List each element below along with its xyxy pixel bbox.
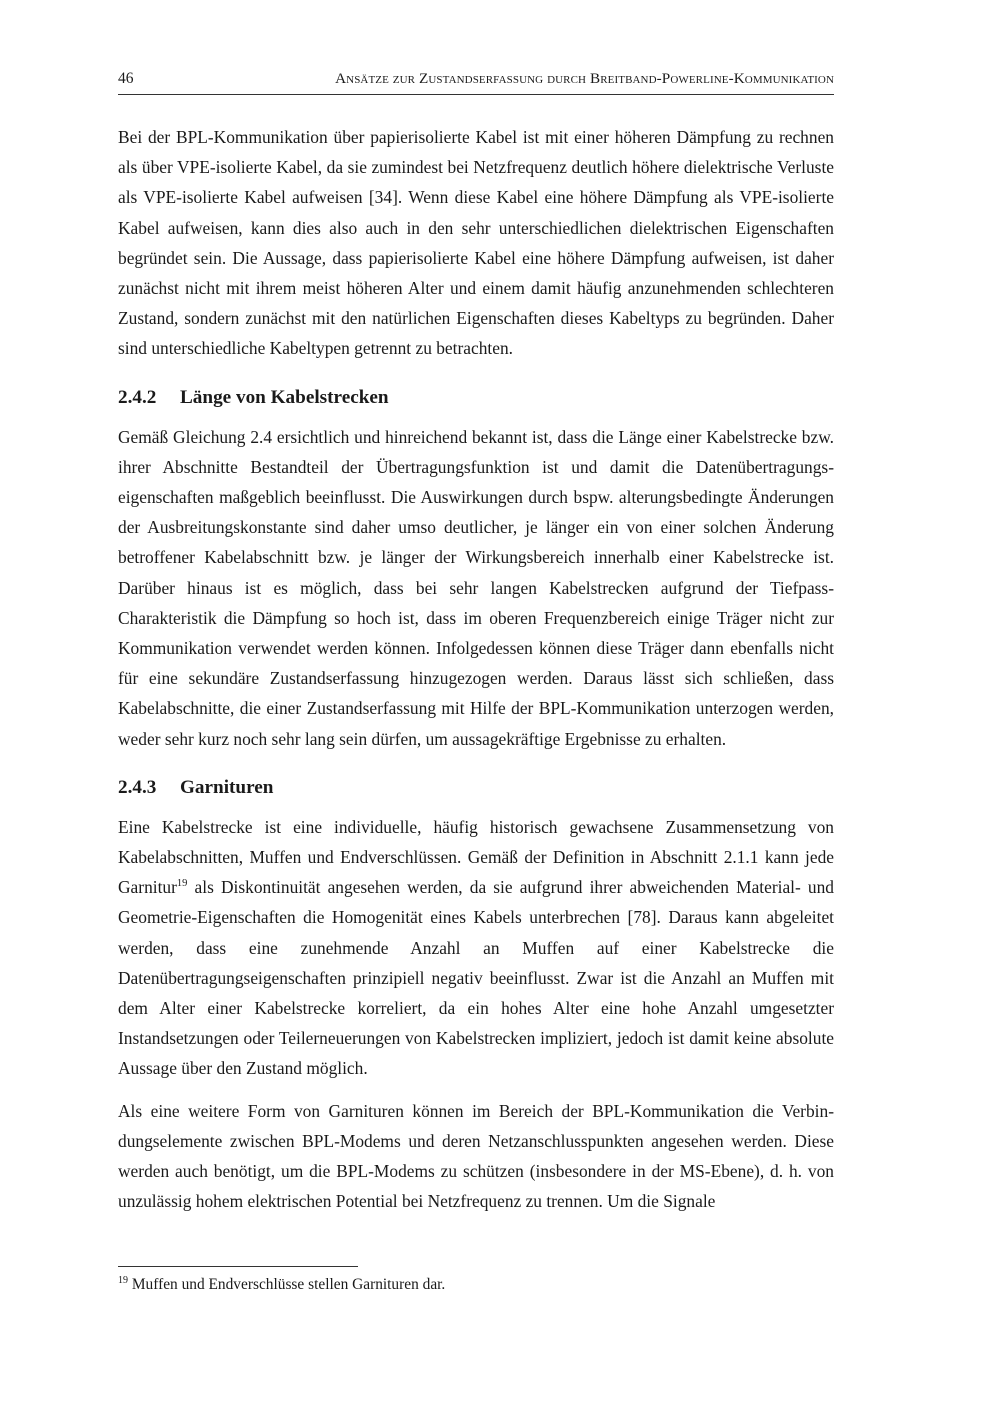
section-heading-2-4-2: [118, 384, 834, 412]
document-page: [118, 0, 834, 1414]
section-2-4-2-paragraph: Gemäß Gleichung 2.4 ersichtlich und hinreichend bekannt ist, dass die Länge einer Kabelstrecke bzw. ihrer Abschnitte Bestandteil der Übertragungsfunktion ist und damit die Datenübertragungseigenschaften maßgeblich beeinflusst. Die Auswirkungen durch bspw. alterungsbedingte Änderungen der Ausbreitungskonstante sind daher umso deutlicher, je länger ein von einer solchen Änderung betroffener Kabelabschnitt bzw. je länger der Wirkungsbereich innerhalb einer Kabelstrecke ist. Darüber hinaus ist es möglich, dass bei sehr langen Kabelstrecken aufgrund der Tiefpass-Charakteristik die Dämpfung so hoch ist, dass im oberen Frequenzbereich einige Träger nicht zur Kommunikation verwendet werden können. Infolgedessen können diese Träger dann ebenfalls nicht für eine sekundäre Zustandserfassung hinzugezogen werden. Daraus lässt sich schließen, dass Kabelabschnitte, die einer Zustandserfassung mit Hilfe der BPL-Kommunikation unterzogen werden, weder sehr kurz noch sehr lang sein dürfen, um aussagekräftige Ergebnisse zu erhalten.: [118, 426, 834, 749]
footnote: [118, 1276, 445, 1294]
section-title: Länge von Kabelstrecken: [180, 386, 389, 408]
running-header-title: Ansätze zur Zustandserfassung durch Breitband-Powerline-Kommunikation: [335, 70, 834, 87]
intro-paragraph: Bei der BPL-Kommunikation über papierisolierte Kabel ist mit einer höheren Dämpfung zu rechnen als über VPE-isolierte Kabel, da sie zumindest bei Netzfrequenz deutlich höhere dielektrische Verluste als VPE-isolierte Kabel aufweisen [34]. Wenn diese Kabel eine höhere Dämpfung als VPE-isolierte Kabel aufweisen, kann dies also auch in den sehr unterschiedlichen dielektrischen Eigenschaften begründet sein. Die Aussage, dass papierisolierte Kabel eine höhere Dämpfung aufweisen, ist daher zunächst nicht mit ihrem meist höheren Alter und einem damit häufig anzunehmenden schlechteren Zustand, sondern zunächst mit den natürlichen Eigenschaften dieses Kabeltyps zu begründen. Daher sind unterschiedliche Kabeltypen getrennt zu betrachten.: [118, 127, 834, 359]
section-title: Garnituren: [180, 776, 274, 798]
footnote-marker: 19: [118, 1275, 128, 1286]
section-number: 2.4.2: [118, 386, 157, 408]
running-header: [118, 70, 834, 95]
body-text: [118, 122, 834, 1229]
section-2-4-3-paragraph-1: [118, 812, 834, 1084]
footnote-divider: [118, 1266, 358, 1267]
page-number: 46: [118, 70, 134, 87]
footnote-reference[interactable]: 19: [176, 878, 188, 890]
section-number: 2.4.3: [118, 776, 157, 798]
paragraph-text: Eine Kabelstrecke ist eine individuelle, häufig historisch gewachsene Zusammensetzung von Kabelabschnitten, Muffen und Endverschlüssen. Gemäß der Definition in Abschnitt 2.1.1 kann jede Garnitur: [118, 816, 834, 898]
paragraph-text: als Diskontinuität angesehen werden, da sie aufgrund ihrer abweichenden Material- und Geometrie-Eigenschaften die Homogenität eines Kabels unterbrechen [78]. Daraus kann abgeleitet werden, dass eine zunehmende Anzahl an Muffen auf einer Kabelstrecke die Datenübertragungseigenschaften prinzipiell negativ beeinflusst. Zwar ist die Anzahl an Muffen mit dem Alter einer Kabelstrecke korreliert, da ein hohes Alter eine hohe Anzahl umgesetzter Instandsetzungen oder Teilerneuerungen von Kabelstrecken impliziert, jedoch ist damit keine absolute Aussage über den Zustand möglich.: [118, 877, 834, 1079]
section-heading-2-4-3: [118, 774, 834, 802]
footnote-text: Muffen und Endverschlüsse stellen Garnituren dar.: [128, 1276, 446, 1293]
section-2-4-3-paragraph-2: Als eine weitere Form von Garnituren können im Bereich der BPL-Kommunikation die Verbindungselemente zwischen BPL-Modems und deren Netzanschlusspunkten angesehen werden. Diese werden auch benötigt, um die BPL-Modems zu schützen (insbesondere in der MS-Ebene), d. h. von unzulässig hohem elektrischen Potential bei Netzfrequenz zu trennen. Um die Signale: [118, 1100, 834, 1212]
